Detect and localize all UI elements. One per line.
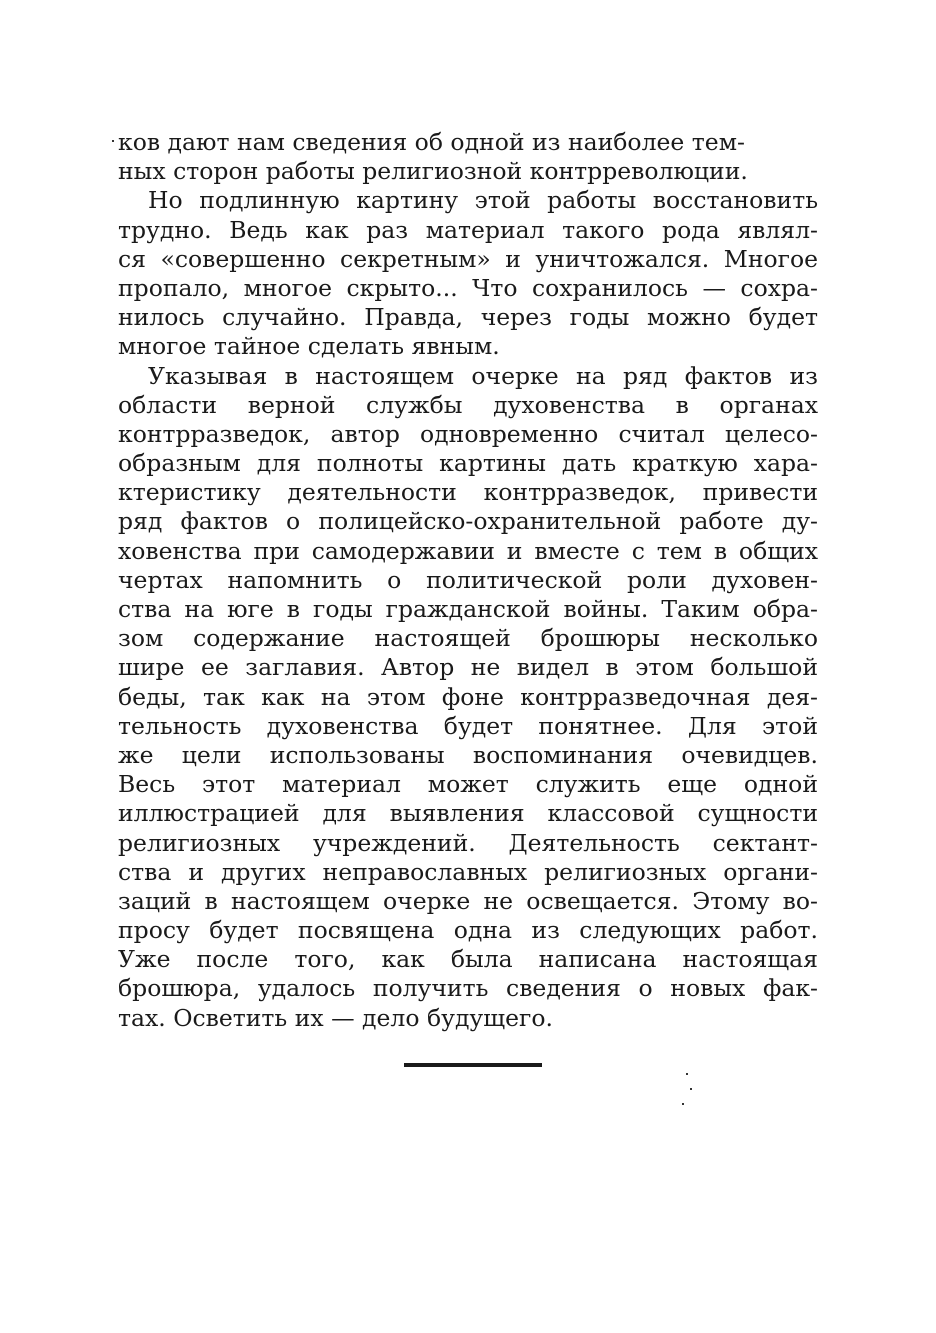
text-line: же цели использованы воспоминания очевидцев. xyxy=(118,740,818,769)
text-line: нилось случайно. Правда, через годы можно будет xyxy=(118,303,818,332)
text-line: заций в настоящем очерке не освещается. Этому во- xyxy=(118,886,818,915)
text-line: Но подлинную картину этой работы восстановить xyxy=(148,186,818,215)
text-line: Весь этот материал может служить еще одной xyxy=(118,770,818,799)
text-line: ства на юге в годы гражданской войны. Таким обра- xyxy=(118,595,818,623)
text-line: трудно. Ведь как раз материал такого рода являл- xyxy=(118,215,818,244)
scan-speck xyxy=(682,1103,684,1105)
text-line: ктеристику деятельности контрразведок, привести xyxy=(118,478,818,507)
text-line: контрразведок, автор одновременно считал целесо- xyxy=(118,419,818,448)
text-line: ков дают нам сведения об одной из наиболее тем- xyxy=(118,128,745,156)
text-line: чертах напомнить о политической роли духовен- xyxy=(118,565,818,594)
text-line: религиозных учреждений. Деятельность сектант- xyxy=(118,828,818,857)
scan-speck xyxy=(112,140,114,142)
text-line: беды, так как на этом фоне контрразведочная дея- xyxy=(118,682,818,711)
page-text xyxy=(118,128,818,1033)
text-line: многое тайное сделать явным. xyxy=(118,332,500,361)
scan-speck xyxy=(690,1088,692,1090)
text-line: шире ее заглавия. Автор не видел в этом большой xyxy=(118,653,818,682)
text-line: Уже после того, как была написана настоящая xyxy=(118,945,818,974)
text-line: зом содержание настоящей брошюры несколько xyxy=(118,624,818,653)
text-line: ся «совершенно секретным» и уничтожался. Многое xyxy=(118,244,818,273)
text-line: ных сторон работы религиозной контрреволюции. xyxy=(118,157,748,186)
scan-speck xyxy=(686,1073,688,1075)
text-line: пропало, многое скрыто... Что сохранилось — сохра- xyxy=(118,273,818,302)
text-line: ховенства при самодержавии и вместе с тем в общих xyxy=(118,536,818,565)
text-line: иллюстрацией для выявления классовой сущности xyxy=(118,799,818,828)
text-line: образным для полноты картины дать краткую хара- xyxy=(118,449,818,478)
text-line: области верной службы духовенства в органах xyxy=(118,390,818,419)
text-line: ряд фактов о полицейско-охранительной работе ду- xyxy=(118,507,818,536)
text-line: тах. Осветить их — дело будущего. xyxy=(118,1003,553,1032)
text-line: просу будет посвящена одна из следующих работ. xyxy=(118,916,818,945)
section-divider xyxy=(404,1063,542,1067)
text-line: тельность духовенства будет понятнее. Для этой xyxy=(118,711,818,740)
text-line: брошюра, удалось получить сведения о новых фак- xyxy=(118,974,818,1003)
text-line: ства и других неправославных религиозных органи- xyxy=(118,857,818,886)
text-line: Указывая в настоящем очерке на ряд фактов из xyxy=(148,361,818,390)
